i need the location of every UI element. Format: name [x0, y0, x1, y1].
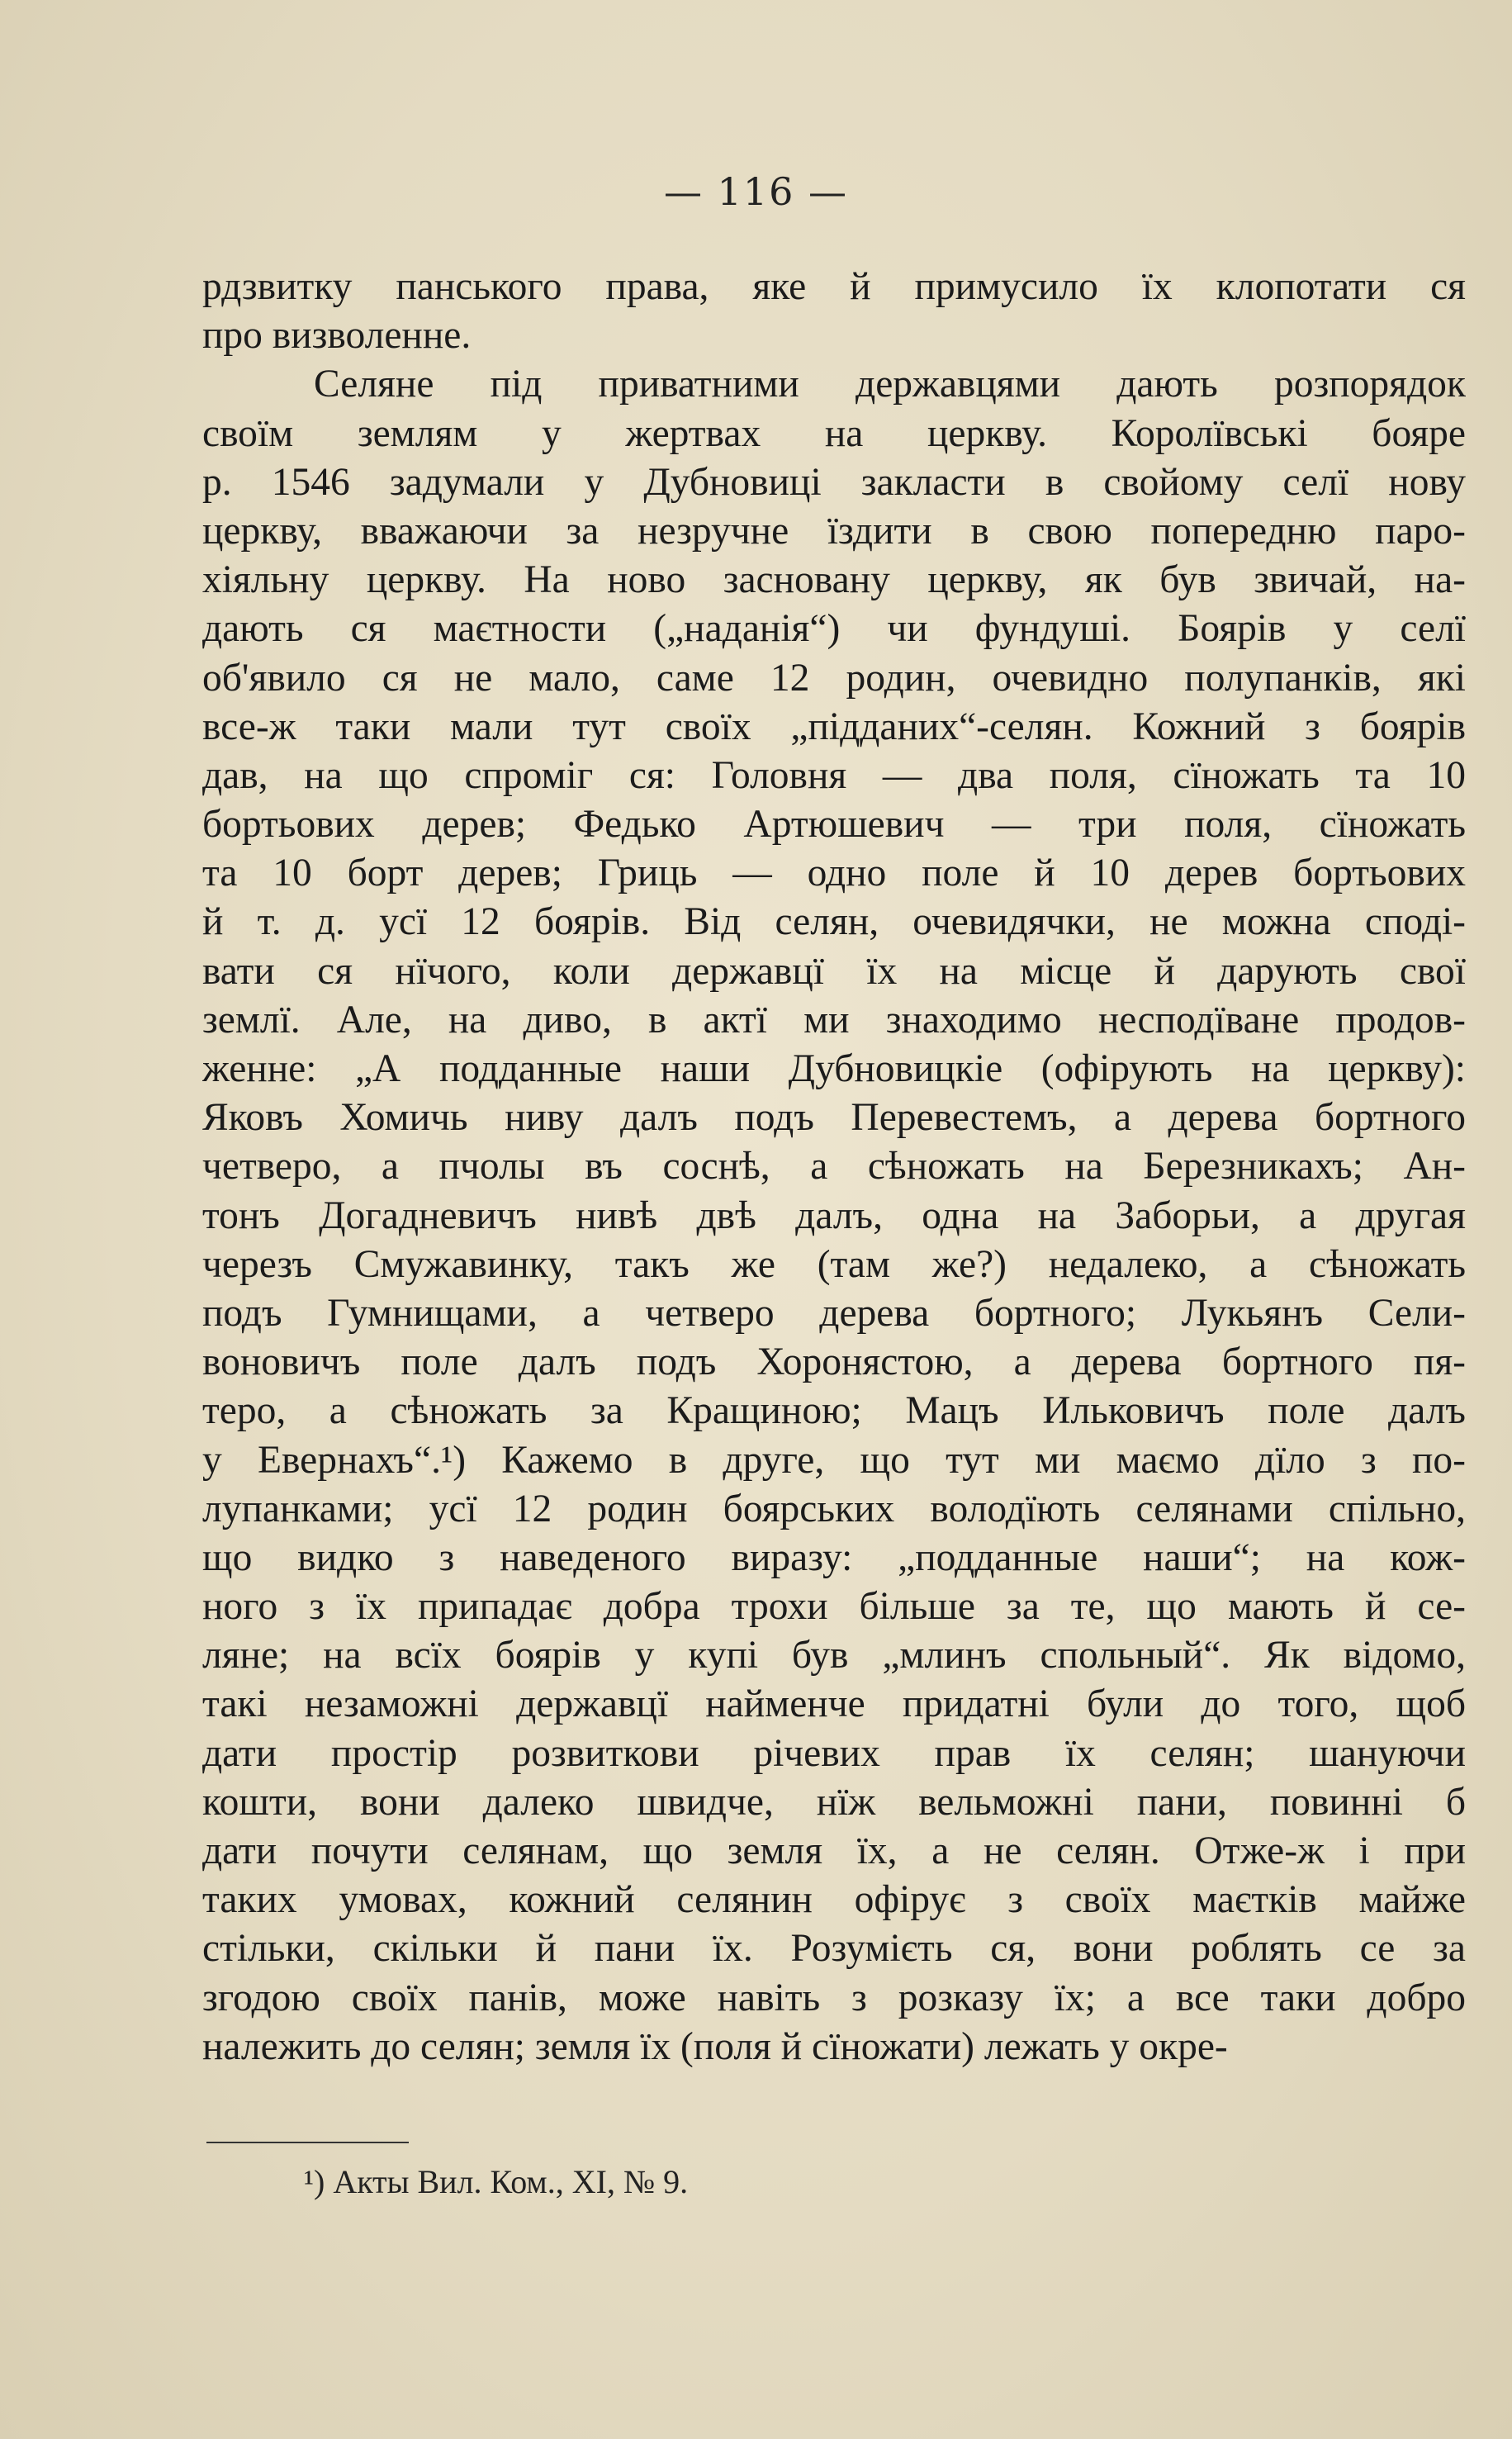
text-line: Яковъ Хомичь ниву далъ подъ Перевестемъ, а дерева бортного [202, 1096, 1466, 1140]
text-line: такі незаможні державцї найменче придатні були до того, щоб [202, 1682, 1466, 1726]
text-line: про визволенне. [202, 314, 472, 358]
text-line: р. 1546 задумали у Дубновиці закласти в свойому селї нову [202, 460, 1466, 504]
footnote-divider [206, 2142, 409, 2143]
text-line: кошти, вони далеко швидче, нїж вельможні пани, повинні б [202, 1780, 1466, 1824]
footnote: ¹) Акты Вил. Ком., XI, № 9. [304, 2163, 689, 2200]
text-line: об'явило ся не мало, саме 12 родин, очевидно полупанків, які [202, 656, 1466, 700]
text-line: хіяльну церкву. На ново засновану церкву, як був звичай, на- [202, 558, 1466, 602]
text-line: дають ся маєтности („наданія“) чи фундуші. Боярів у селї [202, 607, 1466, 651]
text-line: женне: „А подданные наши Дубновицкіе (офірують на церкву): [202, 1047, 1466, 1090]
text-line: ляне; на всїх боярів у купі був „млинъ спольный“. Як відомо, [202, 1634, 1466, 1677]
text-line: Селяне під приватними державцями дають розпорядок [314, 363, 1466, 406]
text-line: землї. Але, на диво, в актї ми знаходимо несподїване продов- [202, 998, 1466, 1042]
text-line: згодою своїх панів, може навіть з розказу їх; а все таки добро [202, 1976, 1466, 2019]
text-line: рдзвитку панського права, яке й примусило їх клопотати ся [202, 265, 1466, 308]
text-line: церкву, вважаючи за незручне їздити в свою попередню паро- [202, 509, 1466, 553]
text-line: дати простір розвиткови річевих прав їх селян; шануючи [202, 1731, 1466, 1775]
text-line: тонъ Догадневичъ нивѣ двѣ далъ, одна на Заборьи, а другая [202, 1193, 1466, 1237]
text-line: бортьових дерев; Федько Артюшевич — три поля, сїножать [202, 803, 1466, 847]
page-number: — 116 — [663, 169, 849, 214]
text-line: подъ Гумнищами, а четверо дерева бортного; Лукьянъ Сели- [202, 1291, 1466, 1335]
text-line: вати ся нїчого, коли державцї їх на місце й дарують свої [202, 949, 1466, 993]
text-line: дати почути селянам, що земля їх, а не селян. Отже-ж і при [202, 1829, 1466, 1872]
text-line: дав, на що спроміг ся: Головня — два поля, сїножать та 10 [202, 753, 1466, 797]
text-line: лупанками; усї 12 родин боярських володїють селянами спільно, [202, 1487, 1466, 1530]
text-line: стільки, скільки й пани їх. Розумієть ся, вони роблять се за [202, 1927, 1466, 1971]
text-line: теро, а сѣножать за Кращиною; Мацъ Ильковичъ поле далъ [202, 1389, 1466, 1433]
text-line: черезъ Смужавинку, такъ же (там же?) недалеко, а сѣножать [202, 1242, 1466, 1286]
text-line: четверо, а пчолы въ соснѣ, а сѣножать на Березникахъ; Ан- [202, 1145, 1466, 1189]
text-line: все-ж таки мали тут своїх „підданих“-селян. Кожний з боярів [202, 705, 1466, 748]
text-line: ного з їх припадає добра трохи більше за те, що мають й се- [202, 1585, 1466, 1629]
text-line: належить до селян; земля їх (поля й сїножати) лежать у окре- [202, 2024, 1228, 2068]
body-text [202, 263, 1466, 2071]
text-line: й т. д. усї 12 боярів. Від селян, очевидячки, не можна споді- [202, 900, 1466, 944]
text-line: у Евернахъ“.¹) Кажемо в друге, що тут ми маємо дїло з по- [202, 1438, 1466, 1482]
text-line: воновичъ поле далъ подъ Хоронястою, а дерева бортного пя- [202, 1341, 1466, 1384]
text-line: що видко з наведеного виразу: „подданные наши“; на кож- [202, 1535, 1466, 1579]
text-line: таких умовах, кожний селянин офірує з своїх маєтків майже [202, 1878, 1466, 1922]
text-line: та 10 борт дерев; Гриць — одно поле й 10 дерев бортьових [202, 852, 1466, 895]
text-line: своїм землям у жертвах на церкву. Королївські бояре [202, 411, 1466, 455]
